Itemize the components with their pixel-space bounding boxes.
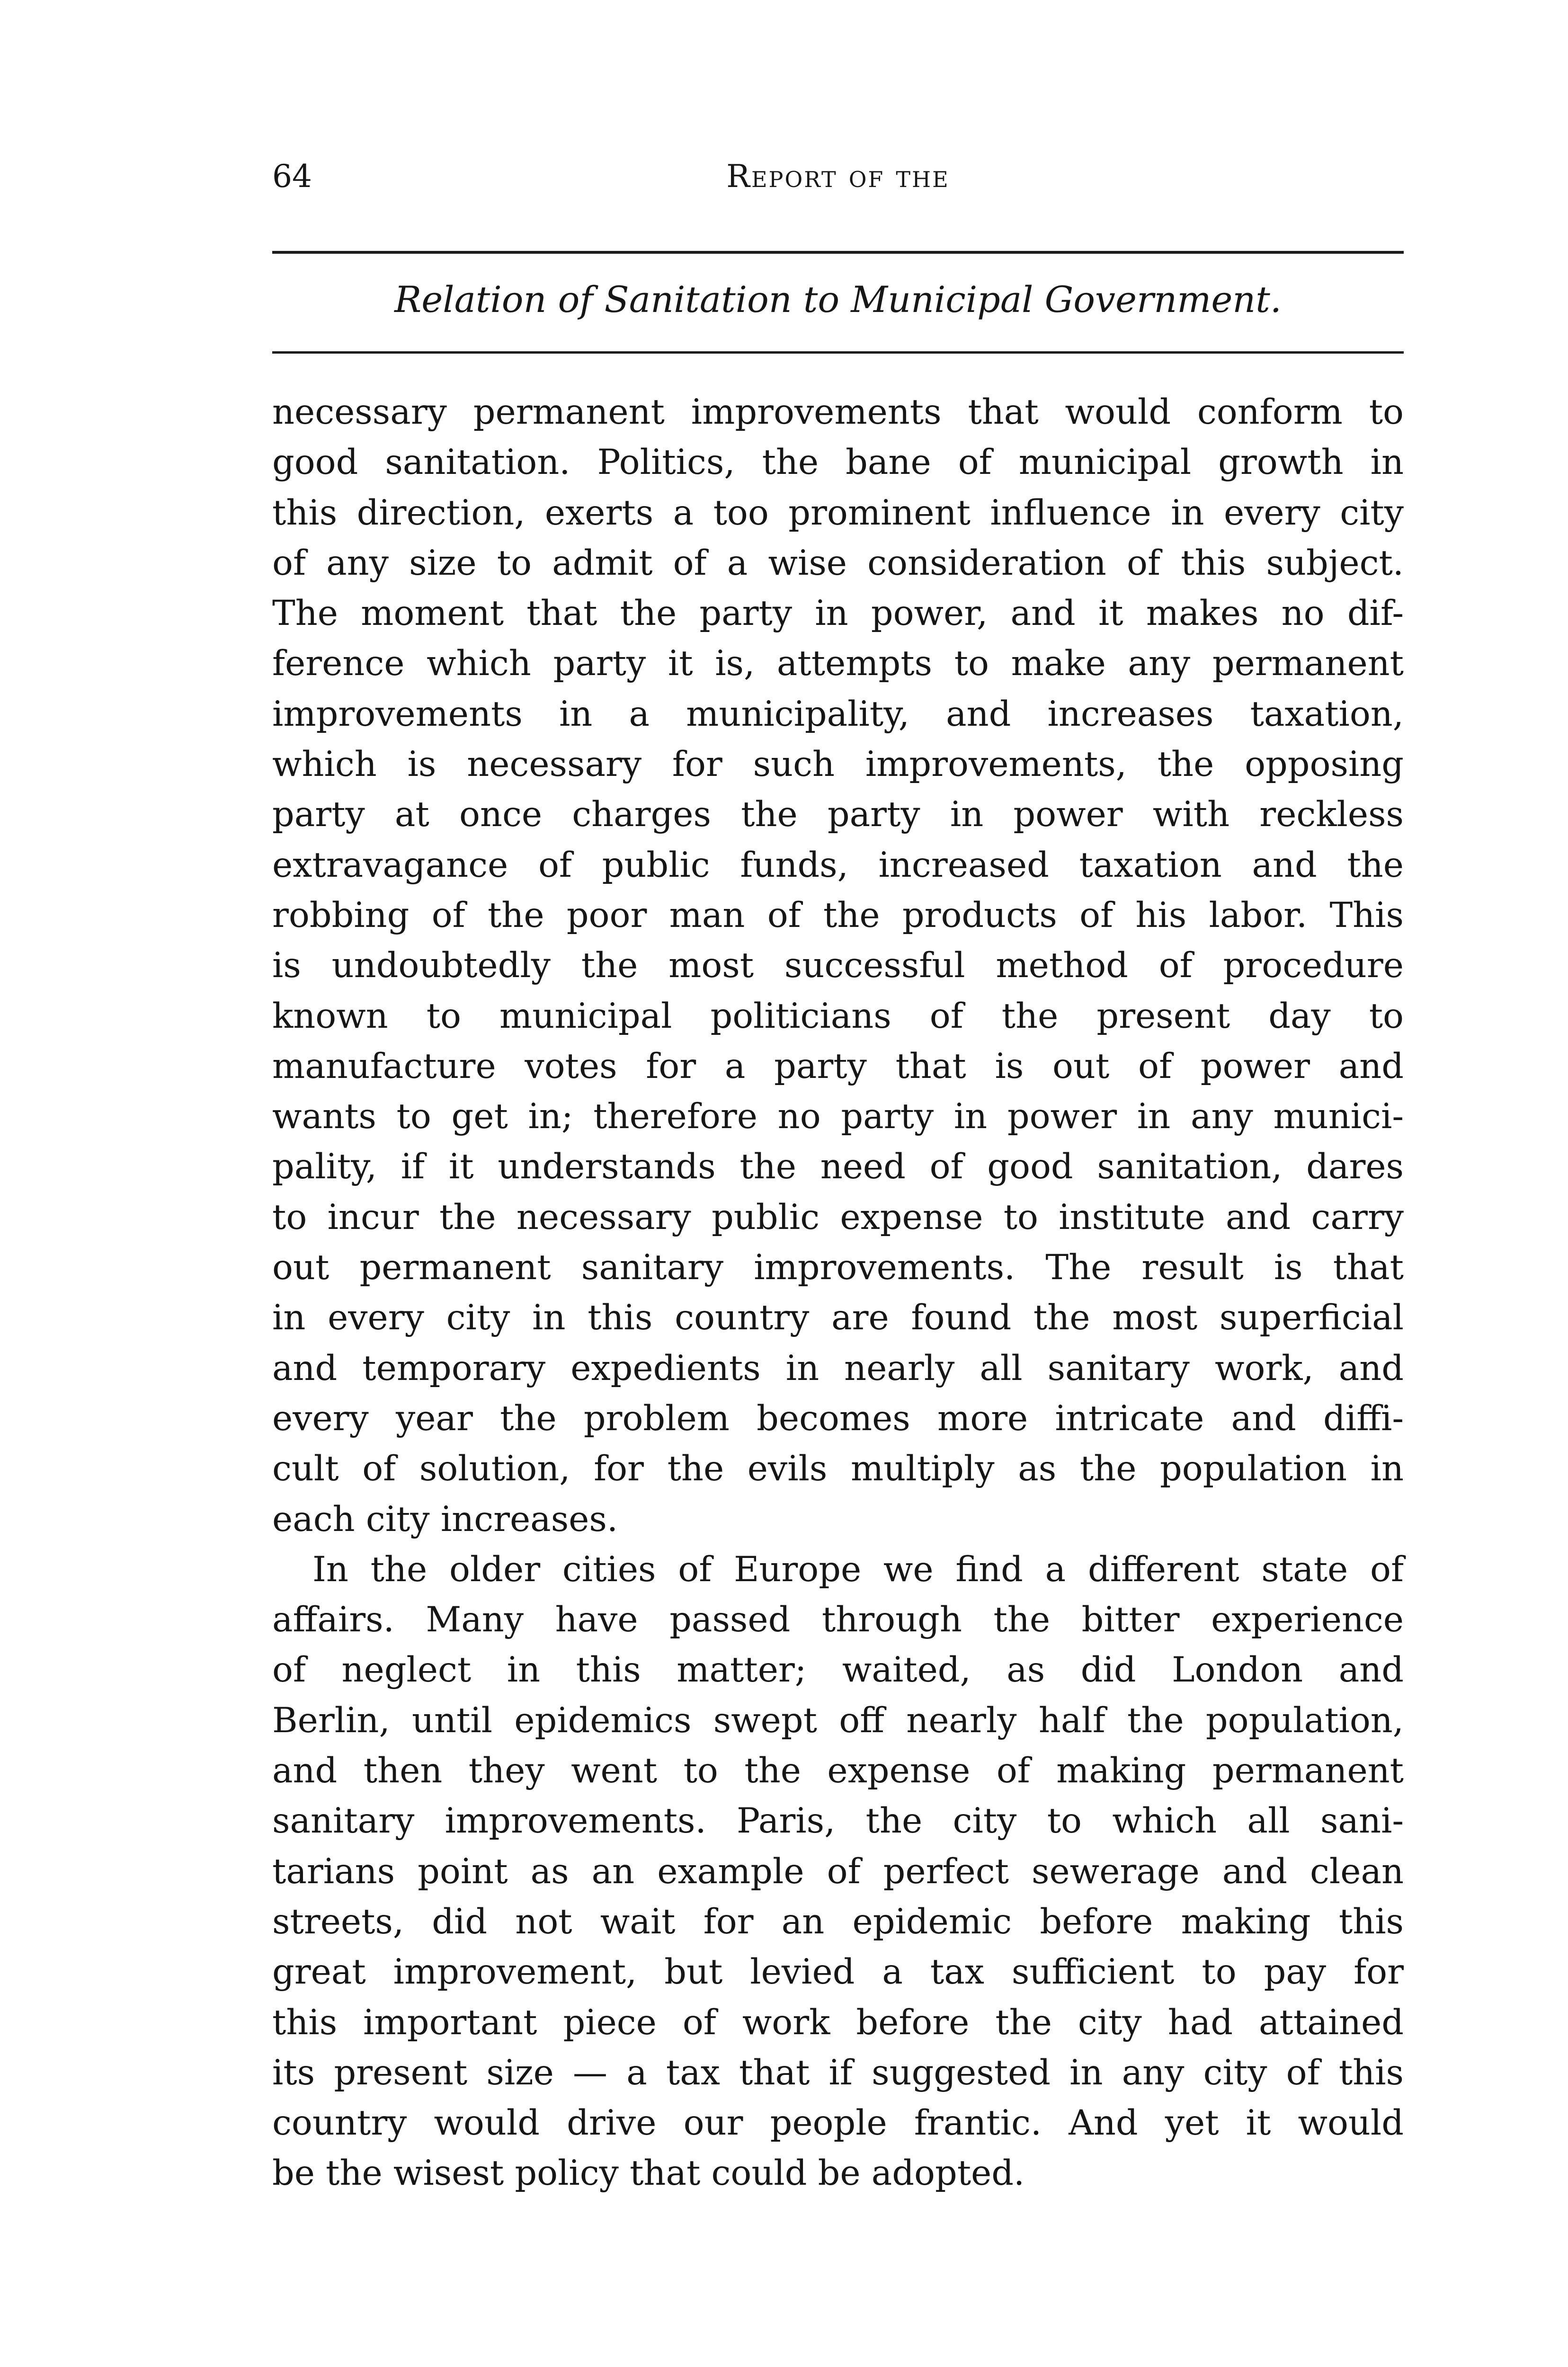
header-rule-bottom [272,351,1404,354]
text-line: this direction, exerts a too prominent influence in every city [272,492,1404,533]
text-line: sanitary improvements. Paris, the city to which all sani- [272,1801,1404,1842]
text-line: in every city in this country are found the most superficial [272,1298,1404,1338]
text-line: every year the problem becomes more intricate and diffi- [272,1398,1404,1439]
text-line: which is necessary for such improvements, the opposing [272,744,1404,785]
text-line: good sanitation. Politics, the bane of municipal growth in [272,442,1404,483]
text-line: and temporary expedients in nearly all sanitary work, and [272,1348,1404,1388]
text-line: party at once charges the party in power with reckless [272,794,1404,835]
text-line: streets, did not wait for an epidemic before making this [272,1901,1404,1942]
text-line: to incur the necessary public expense to institute and carry [272,1197,1404,1237]
text-line: each city increases. [272,1499,618,1539]
text-line: its present size — a tax that if suggested in any city of this [272,2052,1404,2093]
text-line: necessary permanent improvements that would conform to [272,392,1404,432]
text-line: The moment that the party in power, and it makes no dif- [272,593,1404,634]
text-line: ference which party it is, attempts to make any permanent [272,643,1404,684]
text-line: affairs. Many have passed through the bitter experience [272,1600,1404,1640]
running-head [272,151,1404,203]
text-line: robbing of the poor man of the products of his labor. This [272,895,1404,935]
text-line: In the older cities of Europe we find a different state of [312,1549,1404,1590]
text-line: be the wisest policy that could be adopted. [272,2153,1025,2194]
text-line: extravagance of public funds, increased taxation and the [272,845,1404,885]
section-subtitle: Relation of Sanitation to Municipal Government. [394,278,1282,320]
text-line: known to municipal politicians of the present day to [272,996,1404,1036]
header-rule-top [272,251,1404,254]
text-line: improvements in a municipality, and increases taxation, [272,694,1404,734]
paragraph [272,1545,1404,2199]
text-line: out permanent sanitary improvements. The result is that [272,1247,1404,1288]
page-number: 64 [272,158,312,195]
body-text [272,387,1404,2199]
text-line: and then they went to the expense of making permanent [272,1751,1404,1791]
running-title: Report of the [726,158,950,195]
text-line: wants to get in; therefore no party in power in any munici- [272,1096,1404,1137]
text-line: Berlin, until epidemics swept off nearly half the population, [272,1700,1404,1741]
text-line: of neglect in this matter; waited, as did London and [272,1650,1404,1691]
text-line: country would drive our people frantic. And yet it would [272,2103,1404,2144]
text-line: cult of solution, for the evils multiply as the population in [272,1449,1404,1489]
text-line: tarians point as an example of perfect sewerage and clean [272,1851,1404,1892]
text-line: pality, if it understands the need of good sanitation, dares [272,1147,1404,1187]
text-line: this important piece of work before the city had attained [272,2002,1404,2043]
paragraph [272,387,1404,1545]
text-line: of any size to admit of a wise consideration of this subject. [272,543,1404,583]
text-line: manufacture votes for a party that is out of power and [272,1046,1404,1086]
text-line: great improvement, but levied a tax sufficient to pay for [272,1952,1404,1993]
text-line: is undoubtedly the most successful method of procedure [272,945,1404,986]
